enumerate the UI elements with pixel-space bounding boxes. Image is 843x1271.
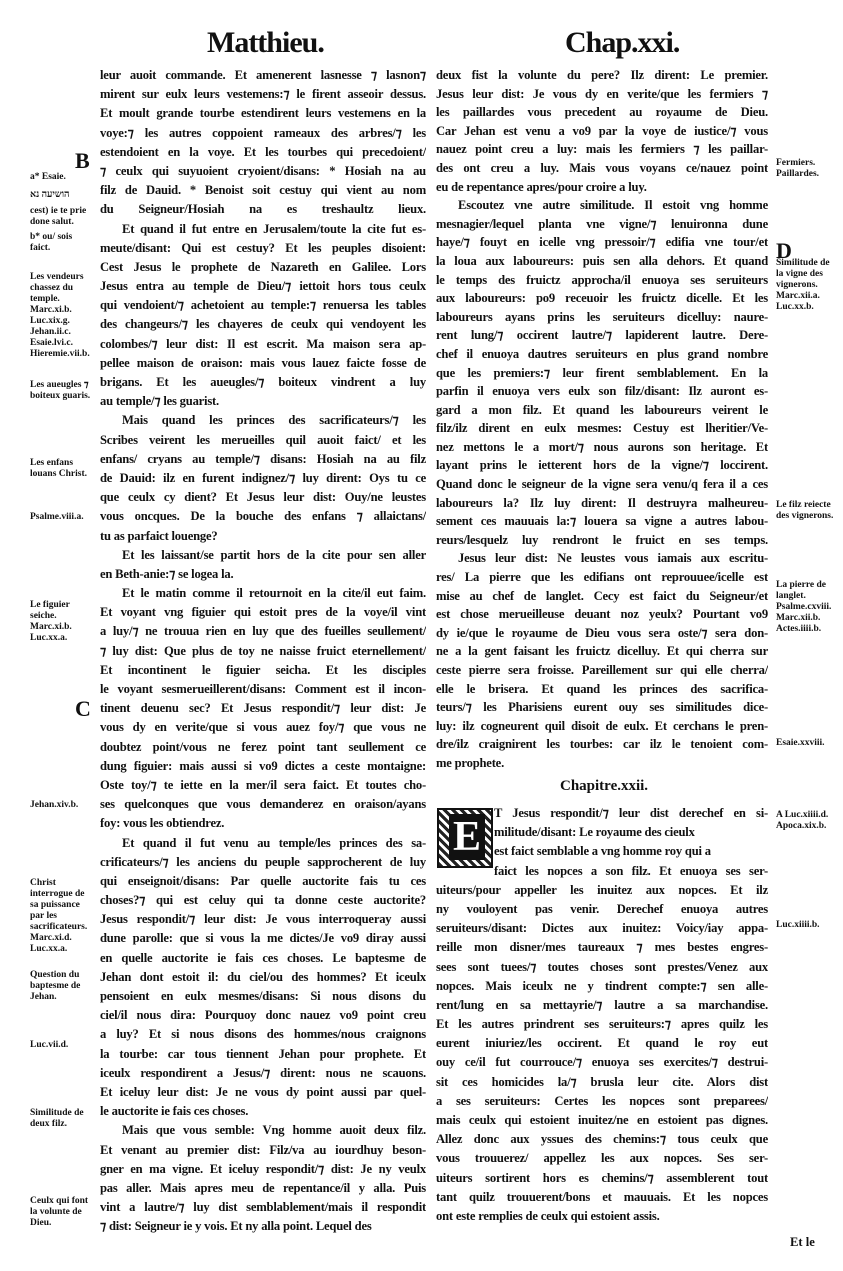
text-line: foy: vous les obtiendrez.: [100, 816, 225, 831]
text-line: ciel/il nous dira: Pourquoy donc nauez vo9 point creu: [100, 1008, 426, 1023]
text-line: Jesus entra au temple de Dieu/⁊ iettoit hors tous ceulx: [100, 279, 426, 294]
text-line: Et le matin comme il retournoit en la cite/il eut faim.: [122, 586, 426, 601]
left-text-column: [100, 66, 426, 1236]
text-line: seruiteurs/disant: Dictes aux inuitez: Voicy/iay appa-: [436, 921, 768, 936]
text-line: estendoient en la voye. Et les tourbes qui precedoient/: [100, 144, 426, 159]
text-line: Et moult grande tourbe estendirent leurs vestemens en la: [100, 106, 426, 121]
text-line: luy: ilz cogneurent quil disoit de eulx. Et cerchans le pren-: [436, 718, 768, 733]
text-line: des changeurs/⁊ les chayeres de ceulx qui vendoyent les: [100, 317, 426, 332]
margin-note: cest) ie te prie done salut.: [30, 206, 87, 227]
text-line: Et les laissant/se partit hors de la cite pour sen aller: [122, 547, 426, 562]
text-line: ny vouloyent pas venir. Derechef enuoya autres: [436, 901, 768, 916]
text-line: uiteurs sortirent hors es chemins/⁊ assemblerent tout: [436, 1170, 768, 1185]
margin-note: a* Esaie.: [30, 172, 66, 182]
text-line: Et incontinent le figuier seicha. Et les disciples: [100, 662, 426, 677]
text-line: vous dy en verite/que si vous auez foy/⁊ que vous ne: [100, 720, 426, 735]
margin-note: Christ interrogue de sa puissance par les sacrificateurs. Marc.xi.d. Luc.xx.a.: [30, 878, 88, 954]
text-line: de Dauid: ilz en furent indignez/⁊ luy dirent: Oys tu ce: [100, 470, 426, 485]
text-line: sees sont tuees/⁊ toutes choses sont prestes/Venez aux: [436, 959, 768, 974]
text-line: est faict semblable a vng homme roy qui a: [494, 844, 711, 859]
margin-note: הושיעה נא: [30, 190, 70, 200]
text-line: rent/lung en sa mettayrie/⁊ lautre a sa marchandise.: [436, 997, 768, 1012]
text-line: Et venant au premier dist: Filz/va au iourdhuy beson-: [100, 1142, 426, 1157]
text-line: vint a lautre/⁊ luy dist semblablement/mais il respondit: [100, 1200, 426, 1215]
margin-note: La pierre de langlet. Psalme.cxviii. Marc.xii.b. Actes.iiii.b.: [776, 580, 832, 634]
running-head-book: Matthieu.: [207, 26, 324, 59]
margin-note: D: [776, 238, 792, 263]
text-line: elle le brisera. Et quand les princes des sacrifica-: [436, 681, 768, 696]
text-line: pellee maison de oraison: mais vous lauez faicte fosse de: [100, 355, 426, 370]
text-line: Et quand il fut entre en Jerusalem/toute la cite fut es-: [122, 221, 426, 236]
text-line: crificateurs/⁊ les anciens du peuple sapprocherent de luy: [100, 854, 426, 869]
text-line: aux laboureurs: po9 receuoir les fruictz dicelle. Et les: [436, 291, 768, 306]
text-line: enfans/ cryans au temple/⁊ disans: Hosiah na au filz: [100, 451, 426, 466]
text-line: Et quand il fut venu au temple/les princes des sa-: [122, 835, 426, 850]
text-line: le auctorite ie fais ces choses.: [100, 1104, 249, 1119]
running-head-chapter: Chap.xxi.: [565, 26, 680, 59]
text-line: faict les nopces a son filz. Et enuoya ses ser-: [494, 863, 768, 878]
text-line: voye:⁊ les autres coppoient rameaux des arbres/⁊ les: [100, 125, 426, 140]
margin-note: Question du baptesme de Jehan.: [30, 970, 81, 1002]
text-line: est chose merueilleuse deuant noz yeulx? Pourtant vo9: [436, 607, 768, 622]
text-line: Allez donc aux yssues des chemins:⁊ tous ceulx que: [436, 1132, 768, 1147]
text-line: dy ie/que le royaume de Dieu vous sera oste/⁊ sera don-: [436, 625, 768, 640]
text-line: en quelle auctorite ie fais ces choses. Le baptesme de: [100, 950, 426, 965]
text-line: a ses seruiteurs: Certes les nopces sont preparees/: [436, 1093, 768, 1108]
text-line: mirent sur eulx leurs vestemens:⁊ le firent asseoir dessus.: [100, 87, 426, 102]
text-line: qui enseignoit/disans: Par quelle auctorite fais tu ces: [100, 873, 426, 888]
text-line: Mais quand les princes des sacrificateurs/⁊ les: [122, 413, 426, 428]
text-line: qui vendoient/⁊ achetoient au temple:⁊ renuersa les tables: [100, 298, 426, 313]
text-line: nauez point creu a luy: mais les fermiers ⁊ les paillar-: [436, 142, 768, 157]
text-line: que ceulx cy dient? Et Jesus leur dist: Ouy/ne leustes: [100, 490, 426, 505]
text-line: Mais que vous semble: Vng homme auoit deux filz.: [122, 1123, 426, 1138]
text-line: Et iceluy leur dist: Je ne vous dy point aussi par quel-: [100, 1084, 426, 1099]
margin-note: C: [75, 696, 91, 721]
margin-note: Les enfans louans Christ.: [30, 458, 88, 479]
margin-note: Jehan.xiv.b.: [30, 800, 79, 810]
text-line: reurs/lesquelz luy rendront le fruict en ses temps.: [436, 532, 768, 547]
margin-note: b* ou/ sois faict.: [30, 232, 73, 253]
text-line: brigans. Et les aueugles/⁊ boiteux vindrent a luy: [100, 375, 426, 389]
text-line: haye/⁊ fouyt en icelle vng pressoir/⁊ edifia vne tour/et: [436, 235, 768, 250]
text-line: ⁊ dist: Seigneur ie y vois. Et ny alla point. Lequel des: [100, 1219, 372, 1234]
text-line: filz/ilz dirent en eulx mesmes: Cestuy est lheritier/Ve-: [436, 421, 768, 436]
text-line: rent lung/⁊ occirent lautre/⁊ lapiderent lautre. Dere-: [436, 328, 768, 343]
text-line: en Beth-anie:⁊ se logea la.: [100, 566, 234, 581]
text-line: vous trouuerez/ appellez les aux nopces. Ses ser-: [436, 1151, 768, 1166]
text-line: eurent iniuriez/les occirent. Et quand le roy eut: [436, 1036, 768, 1051]
margin-note: Les aueugles ⁊ boiteux guaris.: [30, 380, 91, 401]
right-text-column-chapter-22: [436, 804, 768, 1226]
text-line: Jesus leur dist: Ne leustes vous iamais aux escritu-: [458, 551, 768, 566]
margin-note: Les vendeurs chassez du temple. Marc.xi.b. Luc.xix.g. Jehan.ii.c. Esaie.lvi.c. Hieremie.vii.b.: [30, 272, 90, 359]
text-line: le temps des fruictz approcha/il enuoya ses seruiteurs: [436, 272, 768, 287]
text-line: ⁊ ceulx qui suyuoient cryoient/disans: * Hosiah na au: [100, 163, 426, 178]
text-line: nopces. Mais iceulx ne y tindrent compte:⁊ sen alle-: [436, 978, 768, 993]
text-line: parfin il enuoya vers eulx son filz/disant: Ilz auront es-: [436, 384, 768, 399]
text-line: doubtez point/vous ne ferez point tant seullement ce: [100, 739, 426, 754]
margin-note: Luc.vii.d.: [30, 1040, 69, 1050]
text-line: Oste toy/⁊ te iette en la mer/il sera faict. Et toutes cho-: [100, 777, 426, 792]
text-line: laboureurs ayans prins les seruiteurs dicelluy: naure-: [436, 309, 768, 324]
text-line: tinent deuenu sec? Et Jesus respondit/⁊ leur dist: Je: [100, 701, 426, 716]
text-line: deux fist la volunte du pere? Ilz dirent: Le premier.: [436, 68, 768, 82]
text-line: dune parolle: que si vous la me dictes/Je vo9 diray aussi: [100, 931, 426, 946]
text-line: me prophete.: [436, 755, 505, 770]
text-line: dung figuier: mais aussi si vo9 dictes a ceste montaigne:: [100, 758, 426, 773]
text-line: le voyant sesmerueillerent/disans: Comment est il incon-: [100, 682, 426, 696]
text-line: Scribes veirent les merueilles quil auoit faict/ et les: [100, 432, 426, 447]
text-line: T Jesus respondit/⁊ leur dist derechef en si-: [494, 806, 768, 820]
text-line: dre/ilz craignirent les tourbes: car ilz le tenoient com-: [436, 737, 768, 752]
text-line: gner en ma vigne. Et iceluy respondit/⁊ dist: Je ny veulx: [100, 1161, 426, 1176]
margin-note: Psalme.viii.a.: [30, 512, 84, 522]
text-line: Escoutez vne autre similitude. Il estoit vng homme: [458, 198, 768, 213]
text-line: les paillardes vous precedent au royaume de Dieu.: [436, 105, 768, 120]
text-line: pas aller. Mais apres meu de repentance/il y alla. Puis: [100, 1180, 426, 1195]
margin-note: Esaie.xxviii.: [776, 738, 825, 748]
margin-note: Fermiers. Paillardes.: [776, 158, 820, 179]
text-line: sit ces homicides la/⁊ brusla leur cite. Alors dist: [436, 1074, 768, 1089]
margin-note: Luc.xiiii.b.: [776, 920, 820, 930]
text-line: que les premiers:⁊ leur firent semblablement. En la: [436, 365, 768, 380]
text-line: Jehan dont estoit il: du ciel/ou des hommes? Et iceulx: [100, 969, 426, 984]
text-line: meute/disant: Qui est cestuy? Et les peuples disoient:: [100, 240, 426, 255]
drop-cap-letter: E: [449, 814, 485, 860]
text-line: la loua aux laboureurs: puis sen alla dehors. Et quand: [436, 253, 768, 268]
text-line: militude/disant: Le royaume des cieulx: [494, 825, 695, 840]
text-line: tant quilz trouuerent/bons et mauuais. Et les nopces: [436, 1189, 768, 1204]
text-line: nez mettons le a mort/⁊ nous aurons son heritage. Et: [436, 439, 768, 454]
text-line: pensoient en eulx mesmes/disans: Si nous disons du: [100, 989, 426, 1003]
text-line: iceulx respondirent a Jesus/⁊ dirent: nous ne scauons.: [100, 1065, 426, 1080]
text-line: Quand donc le seigneur de la vigne sera venu/q fera il a ces: [436, 477, 768, 492]
text-line: vous oncques. De la bouche des enfans ⁊ allaictans/: [100, 509, 426, 524]
text-line: Cest Jesus le prophete de Nazareth en Galilee. Lors: [100, 259, 426, 274]
text-line: res/ La pierre que les edifians ont reprouuee/icelle est: [436, 570, 768, 585]
text-line: sement ces mauuais la:⁊ louera sa vigne a autres labou-: [436, 514, 768, 529]
text-line: ouy ce/il fut courrouce/⁊ enuoya ses exercites/⁊ destrui-: [436, 1055, 768, 1070]
text-line: reille mon disner/mes taureaux ⁊ mes bestes engres-: [436, 940, 768, 955]
text-line: mise au chef de langlet. Cecy est faict du Seigneur/et: [436, 588, 768, 603]
text-line: teurs/⁊ les Pharisiens eurent ouy ses similitudes dice-: [436, 700, 768, 715]
text-line: chef il enuoya dautres seruiteurs en plus grand nombre: [436, 346, 768, 361]
text-line: Jesus respondit/⁊ leur dist: Je vous interroqueray aussi: [100, 912, 426, 927]
text-line: Et les autres prindrent ses seruiteurs:⁊ apres quilz les: [436, 1017, 768, 1032]
margin-note: B: [75, 148, 90, 173]
text-line: ⁊ luy dist: Que plus de toy ne naisse fruict eternellement/: [100, 643, 426, 658]
text-line: mais ceulx qui estoient inuitez/ne en estoient pas dignes.: [436, 1113, 768, 1127]
text-line: tu as parfaict louenge?: [100, 528, 218, 543]
right-text-column-chapter-21: [436, 66, 768, 773]
text-line: leur auoit commande. Et amenerent lasnesse ⁊ lasnon⁊: [100, 68, 426, 82]
text-line: eu de repentance apres/pour croire a luy.: [436, 179, 647, 194]
chapter-heading: Chapitre.xxii.: [560, 778, 649, 794]
text-line: Et voyant vng figuier qui estoit pres de la voye/il vint: [100, 605, 426, 620]
text-line: choses?⁊ qui est celuy qui ta donne ceste auctorite?: [100, 893, 426, 908]
text-line: ses quelconques que vous demanderez en oraison/ayans: [100, 797, 426, 812]
margin-note: Similitude de deux filz.: [30, 1108, 84, 1129]
text-line: au temple/⁊ les guarist.: [100, 394, 219, 409]
text-line: laboureurs la? Ilz luy dirent: Il destruyra malheureu-: [436, 495, 768, 510]
text-line: layant prins le ietterent hors de la vigne/⁊ loccirent.: [436, 458, 768, 473]
catchword: Et le: [790, 1235, 815, 1249]
text-line: uiteurs/pour appeller les inuitez aux nopces. Et ilz: [436, 882, 768, 897]
text-line: a luy? Et si nous disons des hommes/nous craignons: [100, 1027, 426, 1042]
margin-note: A Luc.xiiii.d. Apoca.xix.b.: [776, 810, 829, 831]
margin-note: Similitude de la vigne des vignerons. Marc.xii.a. Luc.xx.b.: [776, 258, 830, 312]
text-line: filz de Dauid. * Benoist soit cestuy qui vient au nom: [100, 183, 426, 198]
text-line: gard a mon filz. Et quand les laboureurs veirent le: [436, 402, 768, 417]
text-line: mesnagier/lequel planta vne vigne/⁊ lenuironna dune: [436, 216, 768, 231]
text-line: ceste pierre sera froisse. Pareillement sur qui elle cherra/: [436, 663, 768, 677]
text-line: des ont creu a luy. Mais vous voyans ce/nauez point: [436, 160, 768, 175]
text-line: la tourbe: car tous tiennent Jehan pour prophete. Et: [100, 1046, 426, 1061]
text-line: colombes/⁊ leur dist: Il est escrit. Ma maison sera ap-: [100, 336, 426, 351]
text-line: a luy/⁊ ne trouua rien en luy que des fueilles seullement/: [100, 624, 426, 639]
text-line: Jesus leur dist: Je vous dy en verite/que les fermiers ⁊: [436, 86, 768, 101]
text-line: Car Jehan est venu a vo9 par la voye de iustice/⁊ vous: [436, 123, 768, 138]
text-line: du Seigneur/Hosiah na es treshaultz lieux.: [100, 202, 426, 217]
margin-note: Le filz reiecte des vignerons.: [776, 500, 834, 521]
text-line: ont este remplies de ceulx qui estoient assis.: [436, 1208, 660, 1223]
text-line: ne a la gent faisant les fruictz dicelluy. Et qui cherra sur: [436, 644, 768, 659]
margin-note: Ceulx qui font la volunte de Dieu.: [30, 1196, 89, 1228]
margin-note: Le figuier seiche. Marc.xi.b. Luc.xx.a.: [30, 600, 72, 643]
